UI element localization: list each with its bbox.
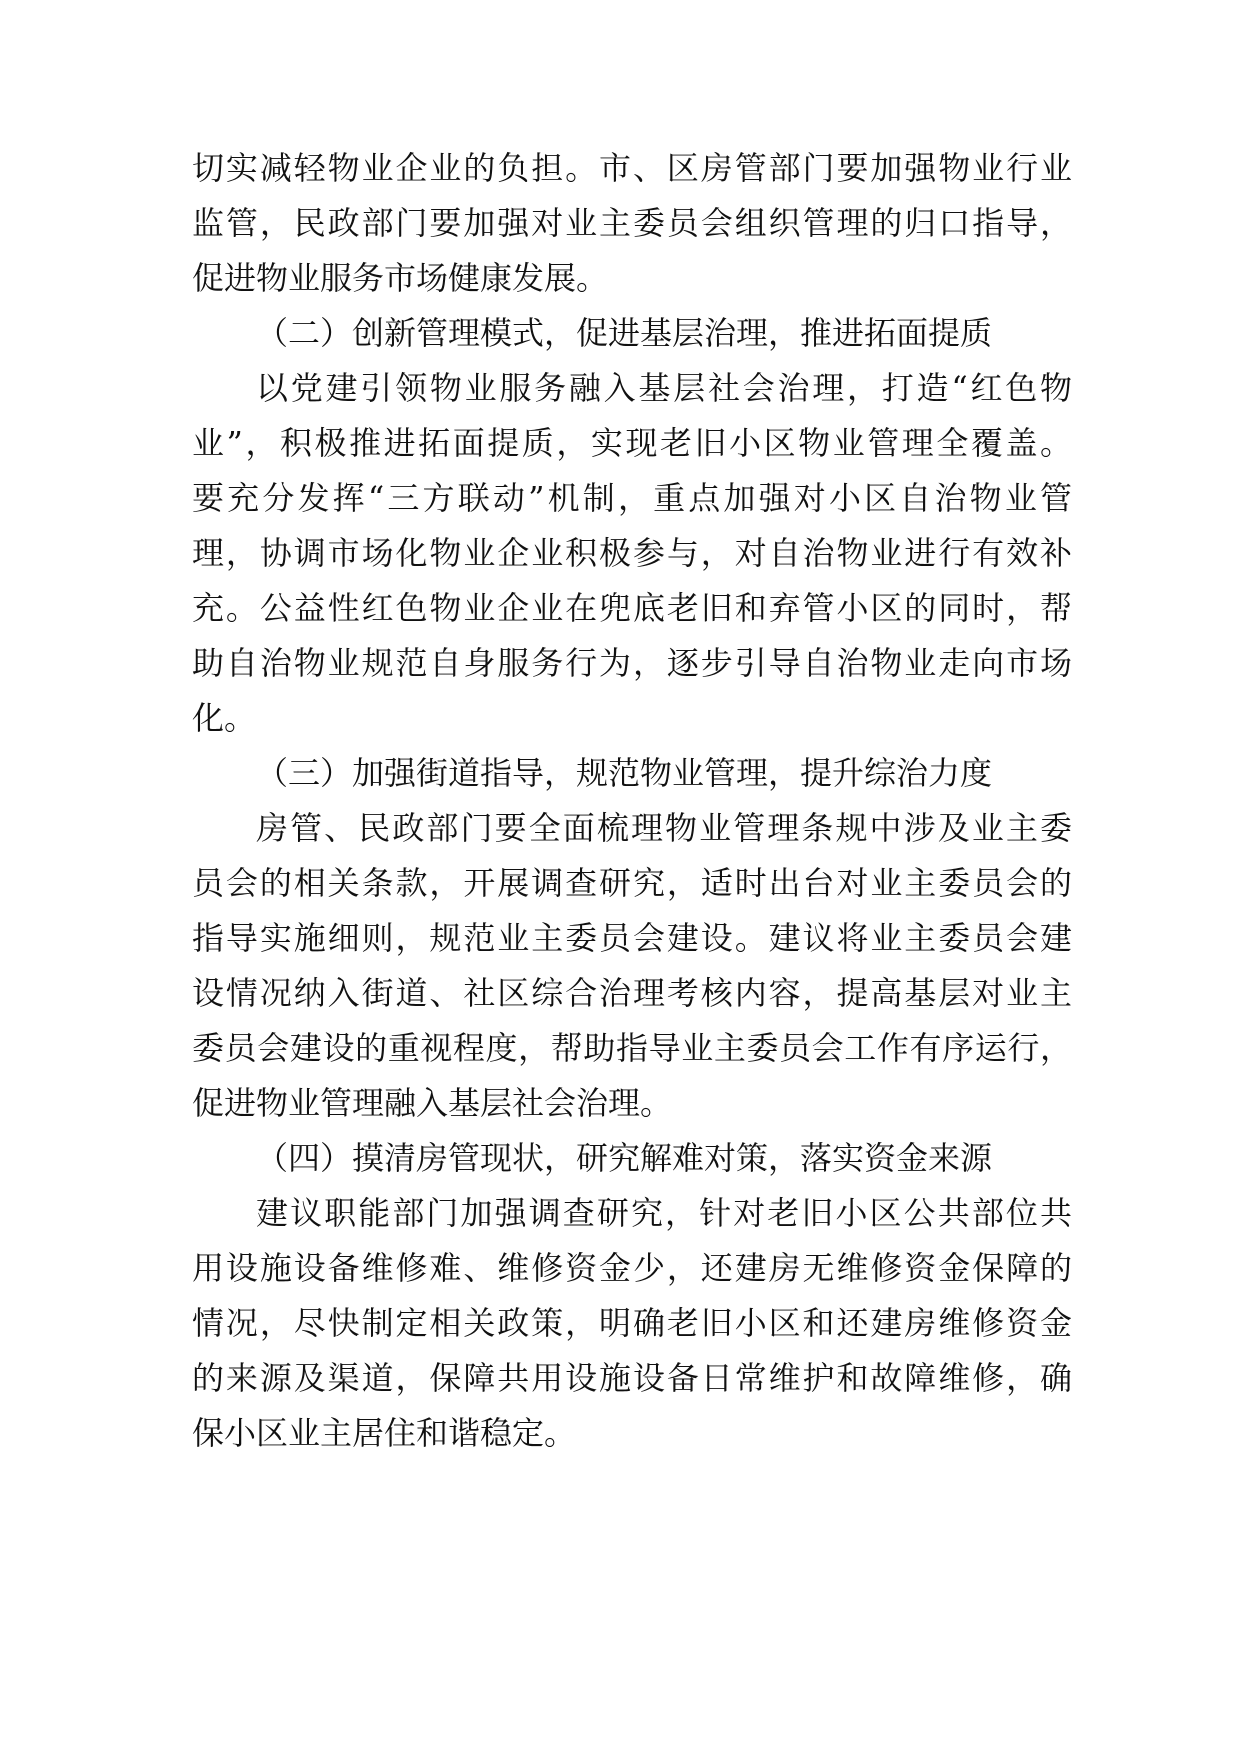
body-line: 的来源及渠道，保障共用设施设备日常维护和故障维修，确 bbox=[192, 1359, 1072, 1397]
body-line: 房管、民政部门要全面梳理物业管理条规中涉及业主委 bbox=[256, 809, 1072, 847]
body-line: 委员会建设的重视程度，帮助指导业主委员会工作有序运行， bbox=[192, 1029, 1072, 1067]
body-line: 促进物业管理融入基层社会治理。 bbox=[192, 1084, 673, 1122]
body-line: 情况，尽快制定相关政策，明确老旧小区和还建房维修资金 bbox=[192, 1304, 1072, 1342]
body-line: 业”，积极推进拓面提质，实现老旧小区物业管理全覆盖。 bbox=[192, 424, 1072, 462]
body-line: 理，协调市场化物业企业积极参与，对自治物业进行有效补 bbox=[192, 534, 1072, 572]
body-line: 指导实施细则，规范业主委员会建设。建议将业主委员会建 bbox=[192, 919, 1072, 957]
body-line: 促进物业服务市场健康发展。 bbox=[192, 259, 609, 297]
body-line: 建议职能部门加强调查研究，针对老旧小区公共部位共 bbox=[256, 1194, 1072, 1232]
body-line: 设情况纳入街道、社区综合治理考核内容，提高基层对业主 bbox=[192, 974, 1072, 1012]
section-heading-2: （二）创新管理模式，促进基层治理，推进拓面提质 bbox=[256, 314, 993, 352]
body-line: 用设施设备维修难、维修资金少，还建房无维修资金保障的 bbox=[192, 1249, 1072, 1287]
section-heading-4: （四）摸清房管现状，研究解难对策，落实资金来源 bbox=[256, 1139, 993, 1177]
body-line: 要充分发挥“三方联动”机制，重点加强对小区自治物业管 bbox=[192, 479, 1072, 517]
body-line: 切实减轻物业企业的负担。市、区房管部门要加强物业行业 bbox=[192, 149, 1072, 187]
body-line: 员会的相关条款，开展调查研究，适时出台对业主委员会的 bbox=[192, 864, 1072, 902]
body-line: 充。公益性红色物业企业在兜底老旧和弃管小区的同时，帮 bbox=[192, 589, 1072, 627]
section-heading-3: （三）加强街道指导，规范物业管理，提升综治力度 bbox=[256, 754, 993, 792]
body-line: 助自治物业规范自身服务行为，逐步引导自治物业走向市场 bbox=[192, 644, 1072, 682]
body-line: 以党建引领物业服务融入基层社会治理，打造“红色物 bbox=[256, 369, 1072, 407]
body-line: 化。 bbox=[192, 699, 257, 737]
body-line: 保小区业主居住和谐稳定。 bbox=[192, 1414, 577, 1452]
body-line: 监管，民政部门要加强对业主委员会组织管理的归口指导， bbox=[192, 204, 1072, 242]
